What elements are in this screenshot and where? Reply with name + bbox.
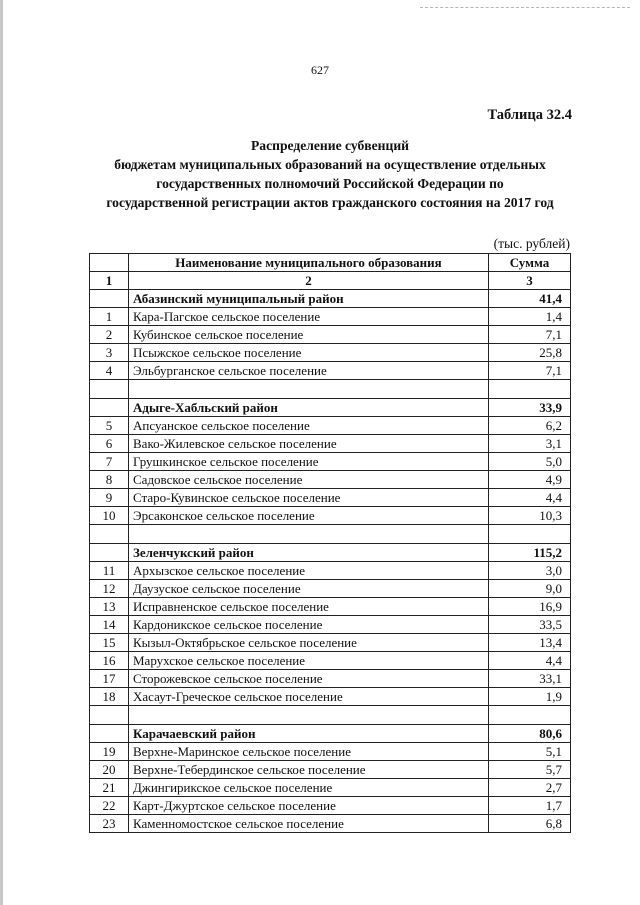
district-name: Зеленчукский район [129, 544, 489, 562]
district-name: Адыге-Хабльский район [129, 399, 489, 417]
settlement-name: Каменномостское сельское поселение [129, 815, 489, 833]
table-row [90, 761, 571, 779]
scan-top-artifact [420, 7, 630, 9]
settlement-sum: 3,1 [489, 435, 571, 453]
settlement-sum: 9,0 [489, 580, 571, 598]
table-label: Таблица 32.4 [487, 107, 572, 123]
table-row [90, 326, 571, 344]
subvention-table [89, 253, 571, 833]
row-number: 23 [90, 815, 129, 833]
header-sum-cell: Сумма [489, 254, 571, 272]
empty-cell [90, 525, 129, 544]
spacer-row [90, 525, 571, 544]
table-row [90, 743, 571, 761]
units-label: (тыс. рублей) [493, 236, 570, 251]
settlement-sum: 4,4 [489, 652, 571, 670]
settlement-sum: 1,7 [489, 797, 571, 815]
table-row [90, 344, 571, 362]
district-num-cell [90, 399, 129, 417]
title-line: государственной регистрации актов гражданского состояния на 2017 год [106, 195, 554, 210]
settlement-name: Грушкинское сельское поселение [129, 453, 489, 471]
settlement-sum: 25,8 [489, 344, 571, 362]
settlement-name: Исправненское сельское поселение [129, 598, 489, 616]
settlement-sum: 6,2 [489, 417, 571, 435]
settlement-name: Карт-Джуртское сельское поселение [129, 797, 489, 815]
row-number: 21 [90, 779, 129, 797]
row-number: 11 [90, 562, 129, 580]
document-title [60, 136, 600, 212]
table-row [90, 688, 571, 706]
title-line: Распределение субвенций [250, 138, 410, 153]
district-total: 33,9 [489, 399, 571, 417]
district-row [90, 290, 571, 308]
settlement-sum: 33,5 [489, 616, 571, 634]
title-line: государственных полномочий Российской Федерации по [156, 176, 504, 191]
row-number: 20 [90, 761, 129, 779]
title-line: бюджетам муниципальных образований на осуществление отдельных [114, 157, 546, 172]
settlement-sum: 4,4 [489, 489, 571, 507]
settlement-name: Хасаут-Греческое сельское поселение [129, 688, 489, 706]
settlement-name: Вако-Жилевское сельское поселение [129, 435, 489, 453]
district-total: 41,4 [489, 290, 571, 308]
row-number: 13 [90, 598, 129, 616]
row-number: 12 [90, 580, 129, 598]
settlement-name: Архызское сельское поселение [129, 562, 489, 580]
district-total: 115,2 [489, 544, 571, 562]
empty-cell [129, 380, 489, 399]
settlement-name: Даузуское сельское поселение [129, 580, 489, 598]
settlement-sum: 7,1 [489, 362, 571, 380]
settlement-sum: 4,9 [489, 471, 571, 489]
table-row [90, 308, 571, 326]
settlement-sum: 13,4 [489, 634, 571, 652]
settlement-sum: 5,0 [489, 453, 571, 471]
settlement-name: Садовское сельское поселение [129, 471, 489, 489]
table-row [90, 815, 571, 833]
settlement-name: Сторожевское сельское поселение [129, 670, 489, 688]
row-number: 7 [90, 453, 129, 471]
settlement-sum: 3,0 [489, 562, 571, 580]
table-header-row [90, 254, 571, 272]
table-row [90, 779, 571, 797]
settlement-sum: 1,4 [489, 308, 571, 326]
district-row [90, 725, 571, 743]
page-number: 627 [311, 63, 329, 77]
spacer-row [90, 706, 571, 725]
settlement-sum: 16,9 [489, 598, 571, 616]
settlement-name: Кызыл-Октябрьское сельское поселение [129, 634, 489, 652]
district-total: 80,6 [489, 725, 571, 743]
table-row [90, 362, 571, 380]
settlement-sum: 2,7 [489, 779, 571, 797]
table-row [90, 435, 571, 453]
settlement-name: Марухское сельское поселение [129, 652, 489, 670]
row-number: 17 [90, 670, 129, 688]
column-number-row [90, 272, 571, 290]
settlement-sum: 5,7 [489, 761, 571, 779]
table-row [90, 797, 571, 815]
empty-cell [489, 525, 571, 544]
table-row [90, 652, 571, 670]
settlement-sum: 5,1 [489, 743, 571, 761]
row-number: 4 [90, 362, 129, 380]
table-row [90, 562, 571, 580]
header-name-cell: Наименование муниципального образования [129, 254, 489, 272]
col-number-2: 2 [129, 272, 489, 290]
district-name: Абазинский муниципальный район [129, 290, 489, 308]
settlement-sum: 7,1 [489, 326, 571, 344]
row-number: 3 [90, 344, 129, 362]
row-number: 18 [90, 688, 129, 706]
settlement-sum: 6,8 [489, 815, 571, 833]
table-row [90, 489, 571, 507]
scan-edge-shadow [0, 0, 3, 905]
district-row [90, 399, 571, 417]
settlement-name: Эрсаконское сельское поселение [129, 507, 489, 525]
district-row [90, 544, 571, 562]
settlement-sum: 10,3 [489, 507, 571, 525]
district-name: Карачаевский район [129, 725, 489, 743]
settlement-sum: 33,1 [489, 670, 571, 688]
settlement-name: Джингирикское сельское поселение [129, 779, 489, 797]
empty-cell [489, 706, 571, 725]
row-number: 15 [90, 634, 129, 652]
settlement-name: Кубинское сельское поселение [129, 326, 489, 344]
settlement-name: Кара-Пагское сельское поселение [129, 308, 489, 326]
settlement-name: Верхне-Тебердинское сельское поселение [129, 761, 489, 779]
settlement-name: Кардоникское сельское поселение [129, 616, 489, 634]
settlement-name: Псыжское сельское поселение [129, 344, 489, 362]
row-number: 16 [90, 652, 129, 670]
spacer-row [90, 380, 571, 399]
col-number-1: 1 [90, 272, 129, 290]
table-row [90, 453, 571, 471]
settlement-name: Эльбурганское сельское поселение [129, 362, 489, 380]
row-number: 1 [90, 308, 129, 326]
row-number: 14 [90, 616, 129, 634]
empty-cell [90, 380, 129, 399]
table-row [90, 634, 571, 652]
col-number-3: 3 [489, 272, 571, 290]
row-number: 8 [90, 471, 129, 489]
settlement-name: Верхне-Маринское сельское поселение [129, 743, 489, 761]
empty-cell [489, 380, 571, 399]
header-num-cell [90, 254, 129, 272]
district-num-cell [90, 544, 129, 562]
row-number: 5 [90, 417, 129, 435]
table-row [90, 580, 571, 598]
empty-cell [90, 706, 129, 725]
row-number: 9 [90, 489, 129, 507]
settlement-name: Апсуанское сельское поселение [129, 417, 489, 435]
table-row [90, 417, 571, 435]
table-row [90, 507, 571, 525]
table-row [90, 598, 571, 616]
settlement-sum: 1,9 [489, 688, 571, 706]
table-row [90, 616, 571, 634]
settlement-name: Старо-Кувинское сельское поселение [129, 489, 489, 507]
table-row [90, 471, 571, 489]
row-number: 22 [90, 797, 129, 815]
row-number: 6 [90, 435, 129, 453]
row-number: 2 [90, 326, 129, 344]
table-row [90, 670, 571, 688]
row-number: 10 [90, 507, 129, 525]
row-number: 19 [90, 743, 129, 761]
empty-cell [129, 525, 489, 544]
empty-cell [129, 706, 489, 725]
district-num-cell [90, 725, 129, 743]
district-num-cell [90, 290, 129, 308]
